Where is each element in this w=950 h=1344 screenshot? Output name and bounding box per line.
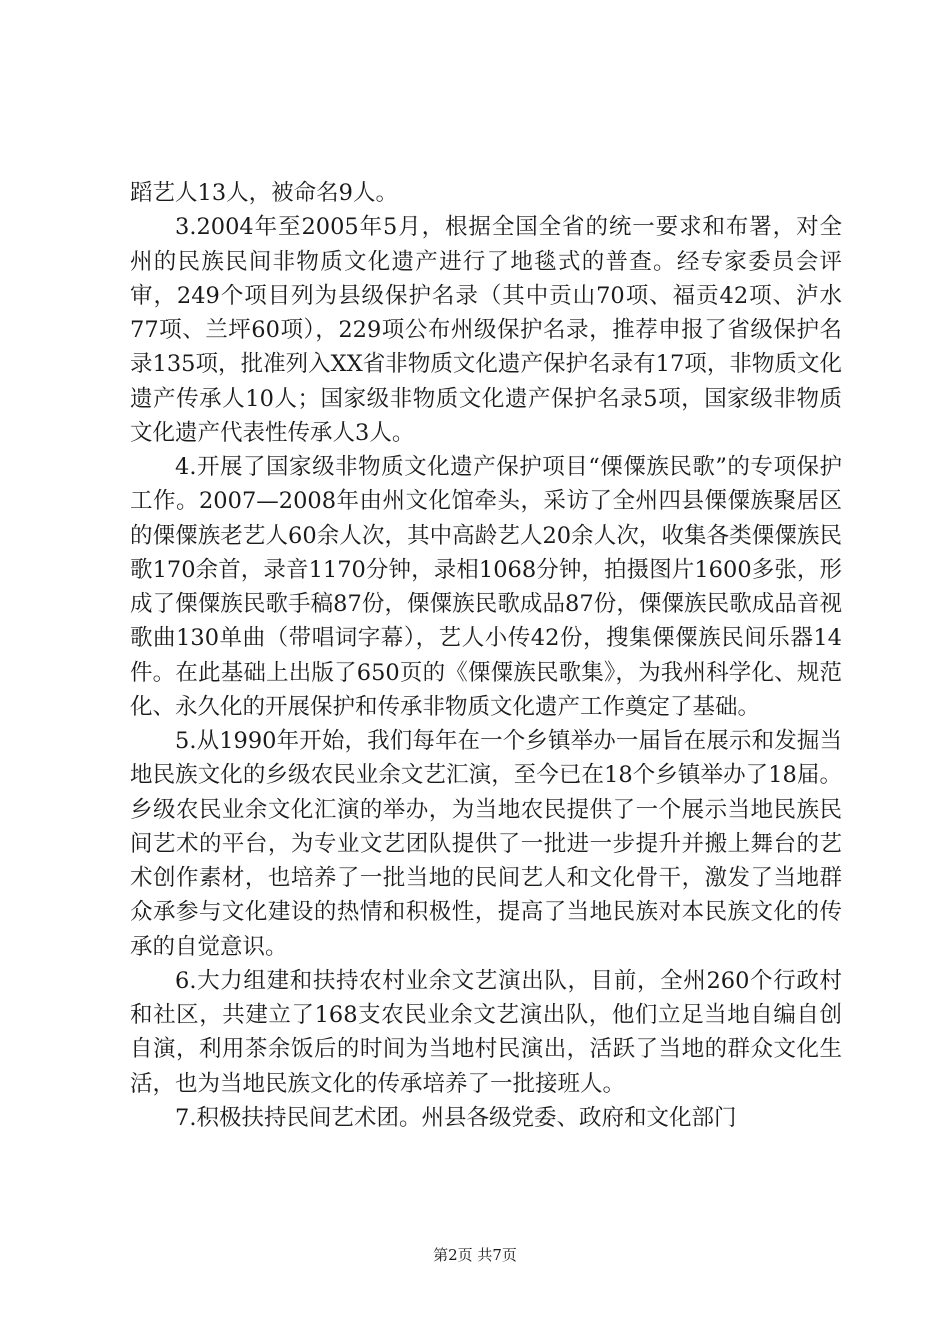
paragraph-item-4: 4.开展了国家级非物质文化遗产保护项目“傈僳族民歌”的专项保护工作。2007—2008年由州文化馆牵头，采访了全州四县傈僳族聚居区的傈僳族老艺人60余人次，其中高龄艺人20余人次，收集各类傈僳族民歌170余首，录音1170分钟，录相1068分钟，拍摄图片1600多张，形成了傈僳族民歌手稿87份，傈僳族民歌成品87份，傈僳族民歌成品音视歌曲130单曲（带唱词字幕），艺人小传42份，搜集傈僳族民间乐器14件。在此基础上出版了650页的《傈僳族民歌集》，为我州科学化、规范化、永久化的开展保护和传承非物质文化遗产工作奠定了基础。 [130, 454, 842, 720]
paragraph-continuation: 蹈艺人13人，被命名9人。 [130, 180, 398, 206]
paragraph-item-5: 5.从1990年开始，我们每年在一个乡镇举办一届旨在展示和发掘当地民族文化的乡级农民业余文艺汇演，至今已在18个乡镇举办了18届。乡级农民业余文化汇演的举办，为当地农民提供了一个展示当地民族民间艺术的平台，为专业文艺团队提供了一批进一步提升并搬上舞台的艺术创作素材，也培养了一批当地的民间艺人和文化骨干，激发了当地群众承参与文化建设的热情和积极性，提高了当地民族对本民族文化的传承的自觉意识。 [130, 728, 842, 960]
document-body [130, 176, 842, 1135]
paragraph-item-3: 3.2004年至2005年5月，根据全国全省的统一要求和布署，对全州的民族民间非物质文化遗产进行了地毯式的普查。经专家委员会评审，249个项目列为县级保护名录（其中贡山70项、福贡42项、泸水77项、兰坪60项），229项公布州级保护名录，推荐申报了省级保护名录135项，批准列入XX省非物质文化遗产保护名录有17项，非物质文化遗产传承人10人；国家级非物质文化遗产保护名录5项，国家级非物质文化遗产代表性传承人3人。 [130, 214, 842, 446]
paragraph-item-6: 6.大力组建和扶持农村业余文艺演出队，目前，全州260个行政村和社区，共建立了168支农民业余文艺演出队，他们立足当地自编自创自演，利用茶余饭后的时间为当地村民演出，活跃了当地的群众文化生活，也为当地民族文化的传承培养了一批接班人。 [130, 967, 842, 1097]
page-number-footer: 第2页 共7页 [433, 1246, 517, 1264]
paragraph-item-7: 7.积极扶持民间艺术团。州县各级党委、政府和文化部门 [175, 1104, 737, 1131]
